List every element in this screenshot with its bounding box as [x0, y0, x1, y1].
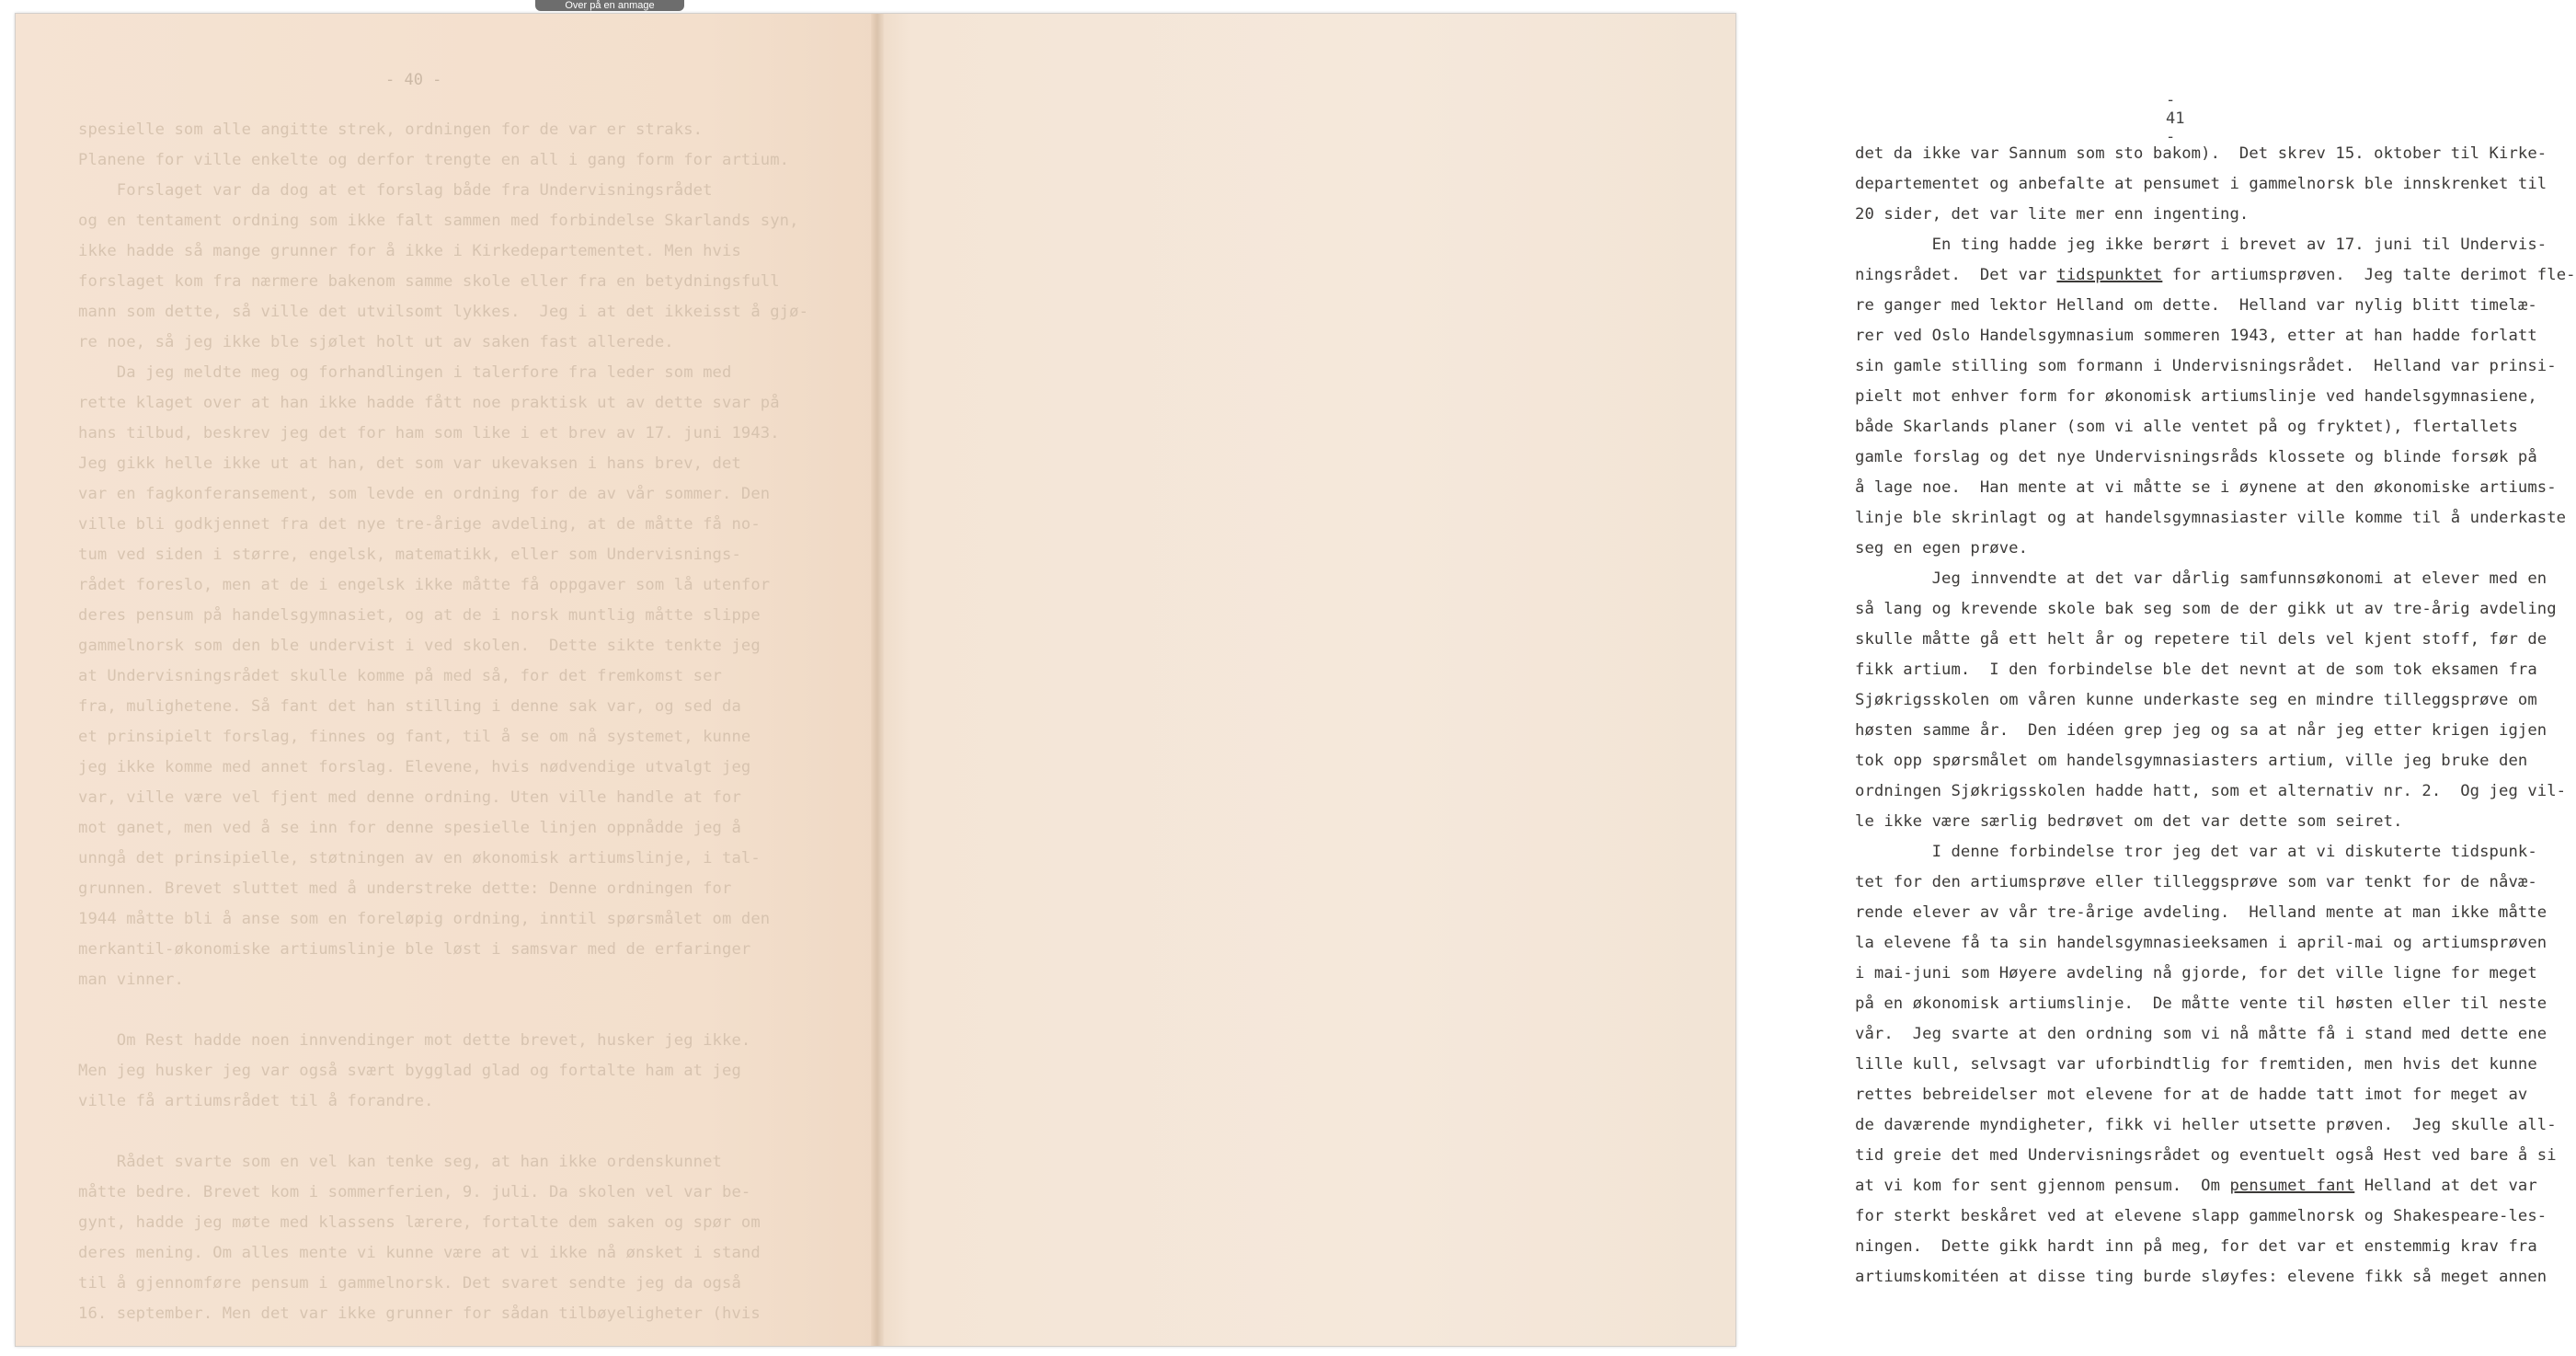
text-line: og en tentament ordning som ikke falt sammen med forbindelse Skarlands syn,	[78, 212, 799, 230]
text-line: Rådet svarte som en vel kan tenke seg, at han ikke ordenskunnet	[78, 1153, 722, 1171]
left-page	[16, 14, 876, 1346]
text-line: 16. september. Men det var ikke grunner for sådan tilbøyeligheter (hvis	[78, 1304, 761, 1323]
text-line: I denne forbindelse tror jeg det var at vi diskuterte tidspunk-	[1855, 843, 2537, 861]
text-line: grunnen. Brevet sluttet med å understreke dette: Denne ordningen for	[78, 879, 732, 898]
text-line: lille kull, selvsagt var uforbindtlig for fremtiden, men hvis det kunne	[1855, 1055, 2537, 1074]
text-line: fra, mulighetene. Så fant det han stilling i denne sak var, og sed da	[78, 697, 741, 716]
text-line: merkantil-økonomiske artiumslinje ble løst i samsvar med de erfaringer	[78, 940, 751, 959]
text-line: rådet foreslo, men at de i engelsk ikke måtte få oppgaver som lå utenfor	[78, 576, 771, 594]
text-line: ningen. Dette gikk hardt inn på meg, for det var et enstemmig krav fra	[1855, 1237, 2537, 1256]
text-line: mot ganet, men ved å se inn for denne spesielle linjen oppnådde jeg å	[78, 819, 741, 837]
text-line: pielt mot enhver form for økonomisk artiumslinje ved handelsgymnasiene,	[1855, 387, 2537, 406]
text-line: unngå det prinsipielle, støtningen av en økonomisk artiumslinje, i tal-	[78, 849, 761, 868]
tooltip: Over på en anmage	[535, 0, 684, 11]
text-line: gamle forslag og det nye Undervisningsråds klossete og blinde forsøk på	[1855, 448, 2537, 466]
text-line: gynt, hadde jeg møte med klassens lærere, fortalte dem saken og spør om	[78, 1213, 761, 1232]
text-line: tum ved siden i større, engelsk, matematikk, eller som Undervisnings-	[78, 546, 741, 564]
text-line: gammelnorsk som den ble undervist i ved skolen. Dette sikte tenkte jeg	[78, 637, 761, 655]
text-line: rende elever av vår tre-årige avdeling. Helland mente at man ikke måtte	[1855, 903, 2547, 922]
text-line: re ganger med lektor Helland om dette. Helland var nylig blitt timelæ-	[1855, 296, 2537, 315]
text-line: var en fagkonferansement, som levde en ordning for de av vår sommer. Den	[78, 485, 771, 503]
text-line: rer ved Oslo Handelsgymnasium sommeren 1943, etter at han hadde forlatt	[1855, 327, 2537, 345]
text-line: å lage noe. Han mente at vi måtte se i øynene at den økonomiske artiums-	[1855, 478, 2557, 497]
text-line: sin gamle stilling som formann i Undervisningsrådet. Helland var prinsi-	[1855, 357, 2557, 375]
text-line: hans tilbud, beskrev jeg det for ham som like i et brev av 17. juni 1943.	[78, 424, 780, 442]
text-line: Jeg innvendte at det var dårlig samfunnsøkonomi at elever med en	[1855, 569, 2547, 588]
text-line: tid greie det med Undervisningsrådet og eventuelt også Hest ved bare å si	[1855, 1146, 2557, 1165]
text-line: linje ble skrinlagt og at handelsgymnasiaster ville komme til å underkaste	[1855, 509, 2567, 527]
text-line: ville få artiumsrådet til å forandre.	[78, 1092, 434, 1110]
text-line: ikke hadde så mange grunner for å ikke i Kirkedepartementet. Men hvis	[78, 242, 741, 260]
text-line: rette klaget over at han ikke hadde fått noe praktisk ut av dette svar på	[78, 394, 780, 412]
text-line: Planene for ville enkelte og derfor trengte en all i gang form for artium.	[78, 151, 790, 169]
text-line: ordningen Sjøkrigsskolen hadde hatt, som et alternativ nr. 2. Og jeg vil-	[1855, 782, 2567, 800]
text-line: så lang og krevende skole bak seg som de der gikk ut av tre-årig avdeling	[1855, 600, 2557, 618]
text-line: man vinner.	[78, 971, 184, 989]
text-line: skulle måtte gå ett helt år og repetere til dels vel kjent stoff, før de	[1855, 630, 2547, 649]
text-line: Jeg gikk helle ikke ut at han, det som var ukevaksen i hans brev, det	[78, 454, 741, 473]
text-line: høsten samme år. Den idéen grep jeg og sa at når jeg etter krigen igjen	[1855, 721, 2547, 740]
text-line: 1944 måtte bli å anse som en foreløpig ordning, inntil spørsmålet om den	[78, 910, 771, 928]
text-line: forslaget kom fra nærmere bakenom samme skole eller fra en betydningsfull	[78, 272, 780, 291]
text-line: artiumskomitéen at disse ting burde sløyfes: elevene fikk så meget annen	[1855, 1268, 2547, 1286]
text-line: på en økonomisk artiumslinje. De måtte vente til høsten eller til neste	[1855, 994, 2547, 1013]
document-spread	[15, 13, 2576, 1347]
text-line: seg en egen prøve.	[1855, 539, 2029, 557]
text-line: En ting hadde jeg ikke berørt i brevet av 17. juni til Undervis-	[1855, 236, 2547, 254]
text-line: la elevene få ta sin handelsgymnasieeksamen i april-mai og artiumsprøven	[1855, 934, 2547, 952]
text-line: Om Rest hadde noen innvendinger mot dette brevet, husker jeg ikke.	[78, 1031, 751, 1050]
text-line: Sjøkrigsskolen om våren kunne underkaste seg en mindre tilleggsprøve om	[1855, 691, 2537, 709]
text-line: spesielle som alle angitte strek, ordningen for de var er straks.	[78, 121, 704, 139]
left-page-number: - 40 -	[385, 71, 442, 89]
text-line: for sterkt beskåret ved at elevene slapp gammelnorsk og Shakespeare-les-	[1855, 1207, 2547, 1225]
text-line: Men jeg husker jeg var også svært bygglad glad og fortalte ham at jeg	[78, 1062, 741, 1080]
text-line: le ikke være særlig bedrøvet om det var dette som seiret.	[1855, 812, 2403, 831]
text-line: tet for den artiumsprøve eller tilleggsprøve som var tenkt for de nåvæ-	[1855, 873, 2537, 891]
text-line: jeg ikke komme med annet forslag. Elevene, hvis nødvendige utvalgt jeg	[78, 758, 751, 776]
text-line: at vi kom for sent gjennom pensum. Om pensumet fant Helland at det var	[1855, 1177, 2537, 1195]
text-line: rettes bebreidelser mot elevene for at de hadde tatt imot for meget av	[1855, 1086, 2528, 1104]
text-line: fikk artium. I den forbindelse ble det nevnt at de som tok eksamen fra	[1855, 661, 2537, 679]
text-line: Forslaget var da dog at et forslag både fra Undervisningsrådet	[78, 181, 713, 200]
text-line: det da ikke var Sannum som sto bakom). Det skrev 15. oktober til Kirke-	[1855, 144, 2547, 163]
right-page	[876, 14, 2576, 1346]
text-line: at Undervisningsrådet skulle komme på med så, for det fremkomst ser	[78, 667, 722, 685]
text-line: de daværende myndigheter, fikk vi heller utsette prøven. Jeg skulle all-	[1855, 1116, 2557, 1134]
text-line: 20 sider, det var lite mer enn ingenting.	[1855, 205, 2250, 224]
text-line: både Skarlands planer (som vi alle ventet på og fryktet), flertallets	[1855, 418, 2518, 436]
text-line: Da jeg meldte meg og forhandlingen i talerfore fra leder som med	[78, 363, 732, 382]
right-page-number: - 41 -	[2166, 91, 2185, 146]
text-line: i mai-juni som Høyere avdeling nå gjorde, for det ville ligne for meget	[1855, 964, 2537, 983]
text-line: måtte bedre. Brevet kom i sommerferien, 9. juli. Da skolen vel var be-	[78, 1183, 751, 1201]
text-line: vår. Jeg svarte at den ordning som vi nå måtte få i stand med dette ene	[1855, 1025, 2547, 1043]
text-line: departementet og anbefalte at pensumet i gammelnorsk ble innskrenket til	[1855, 175, 2547, 193]
text-line: ningsrådet. Det var tidspunktet for artiumsprøven. Jeg talte derimot fle-	[1855, 266, 2576, 284]
text-line: deres pensum på handelsgymnasiet, og at de i norsk muntlig måtte slippe	[78, 606, 761, 625]
text-line: var, ville være vel fjent med denne ordning. Uten ville handle at for	[78, 788, 741, 807]
text-line: mann som dette, så ville det utvilsomt lykkes. Jeg i at det ikkeisst å gjø-	[78, 303, 809, 321]
text-line: ville bli godkjennet fra det nye tre-årige avdeling, at de måtte få no-	[78, 515, 761, 534]
page-gutter	[871, 14, 884, 1346]
text-line: tok opp spørsmålet om handelsgymnasiasters artium, ville jeg bruke den	[1855, 752, 2528, 770]
right-page-text	[1855, 139, 2576, 1293]
text-line: et prinsipielt forslag, finnes og fant, til å se om nå systemet, kunne	[78, 728, 751, 746]
text-line: til å gjennomføre pensum i gammelnorsk. Det svaret sendte jeg da også	[78, 1274, 741, 1293]
left-page-text	[78, 115, 808, 1329]
text-line: deres mening. Om alles mente vi kunne være at vi ikke nå ønsket i stand	[78, 1244, 761, 1262]
text-line: re noe, så jeg ikke ble sjølet holt ut av saken fast allerede.	[78, 333, 674, 351]
